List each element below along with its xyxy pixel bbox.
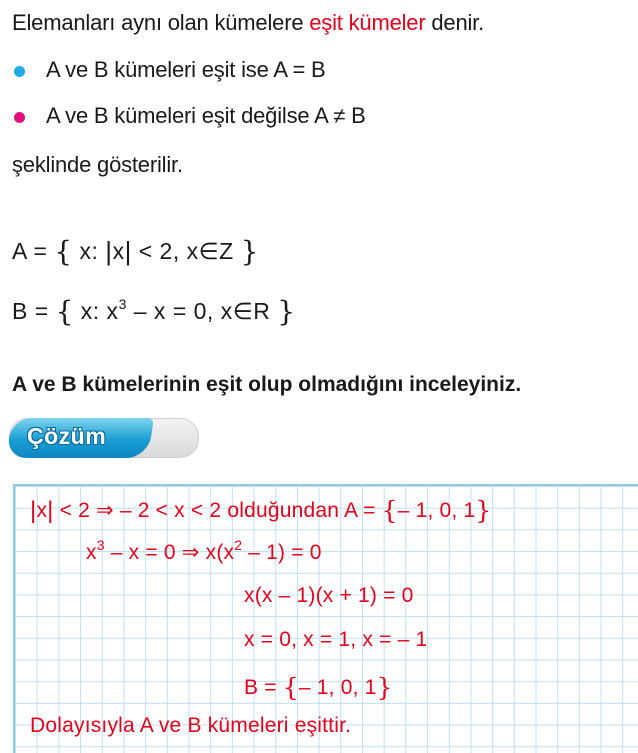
intro-sentence: [12, 10, 484, 36]
set-a-definition: [12, 233, 259, 266]
brace-open-icon: {: [381, 496, 398, 525]
brace-close-icon: }: [277, 295, 296, 328]
solution-line-2: [86, 537, 322, 565]
solution-line-5: [244, 671, 393, 700]
solution-line-3: x(x – 1)(x + 1) = 0: [244, 584, 414, 607]
sol-line2-exp: 3: [96, 537, 105, 553]
bullet-equal-text: A ve B kümeleri eşit ise A = B: [46, 57, 326, 82]
sol-line1-x: x: [36, 499, 48, 522]
sol-line2-c: – 1) = 0: [242, 541, 322, 564]
brace-open-icon: {: [54, 235, 73, 268]
sol-line5-set: – 1, 0, 1: [298, 676, 377, 699]
set-b-definition: [12, 293, 296, 326]
sol-line2-b: – x = 0 ⇒ x(x: [104, 541, 235, 564]
set-a-x: x: [112, 238, 125, 264]
cozum-badge: [9, 418, 199, 458]
set-b-prefix: B =: [12, 298, 56, 324]
sol-line1-rest: < 2 ⇒ – 2 < x < 2 olduğundan A =: [53, 499, 382, 522]
abs-bar-icon: |: [124, 236, 132, 266]
solution-conclusion: Dolayısıyla A ve B kümeleri eşittir.: [30, 714, 352, 737]
set-b-rest: – x = 0, x∈R: [126, 298, 278, 324]
bullet-notequal-text: A ve B kümeleri eşit değilse A ≠ B: [46, 103, 366, 128]
set-a-rest: < 2, x∈Z: [131, 238, 241, 264]
bullet-pink-dot: [14, 112, 25, 123]
brace-open-icon: {: [55, 295, 74, 328]
intro-part1: Elemanları aynı olan kümelere: [12, 10, 310, 35]
cozum-label: Çözüm: [27, 423, 107, 449]
intro-part2: denir.: [425, 10, 484, 35]
sol-line2-exp2: 2: [234, 537, 243, 553]
question-text: A ve B kümelerinin eşit olup olmadığını inceleyiniz.: [12, 373, 522, 396]
brace-open-icon: {: [282, 673, 299, 702]
set-a-prefix: A =: [12, 238, 55, 264]
solution-line-4: x = 0, x = 1, x = – 1: [244, 628, 428, 651]
sol-line1-set: – 1, 0, 1: [397, 499, 476, 522]
brace-close-icon: }: [240, 235, 259, 268]
solution-line-1: [30, 494, 491, 524]
set-a-body: x:: [72, 238, 106, 264]
brace-close-icon: }: [376, 673, 393, 702]
sol-line5-prefix: B =: [244, 676, 283, 699]
set-b-body: x: x: [73, 298, 119, 324]
intro-highlight: eşit kümeler: [309, 10, 426, 35]
abs-bar-icon: |: [30, 497, 37, 524]
set-b-exponent: 3: [118, 296, 127, 313]
shown-text: şeklinde gösterilir.: [12, 152, 183, 177]
abs-bar-icon: |: [47, 497, 54, 524]
abs-bar-icon: |: [105, 236, 113, 266]
sol-line2-a: x: [86, 541, 97, 564]
brace-close-icon: }: [475, 496, 492, 525]
solution-grid: [13, 484, 638, 753]
bullet-blue-dot: [14, 66, 25, 77]
